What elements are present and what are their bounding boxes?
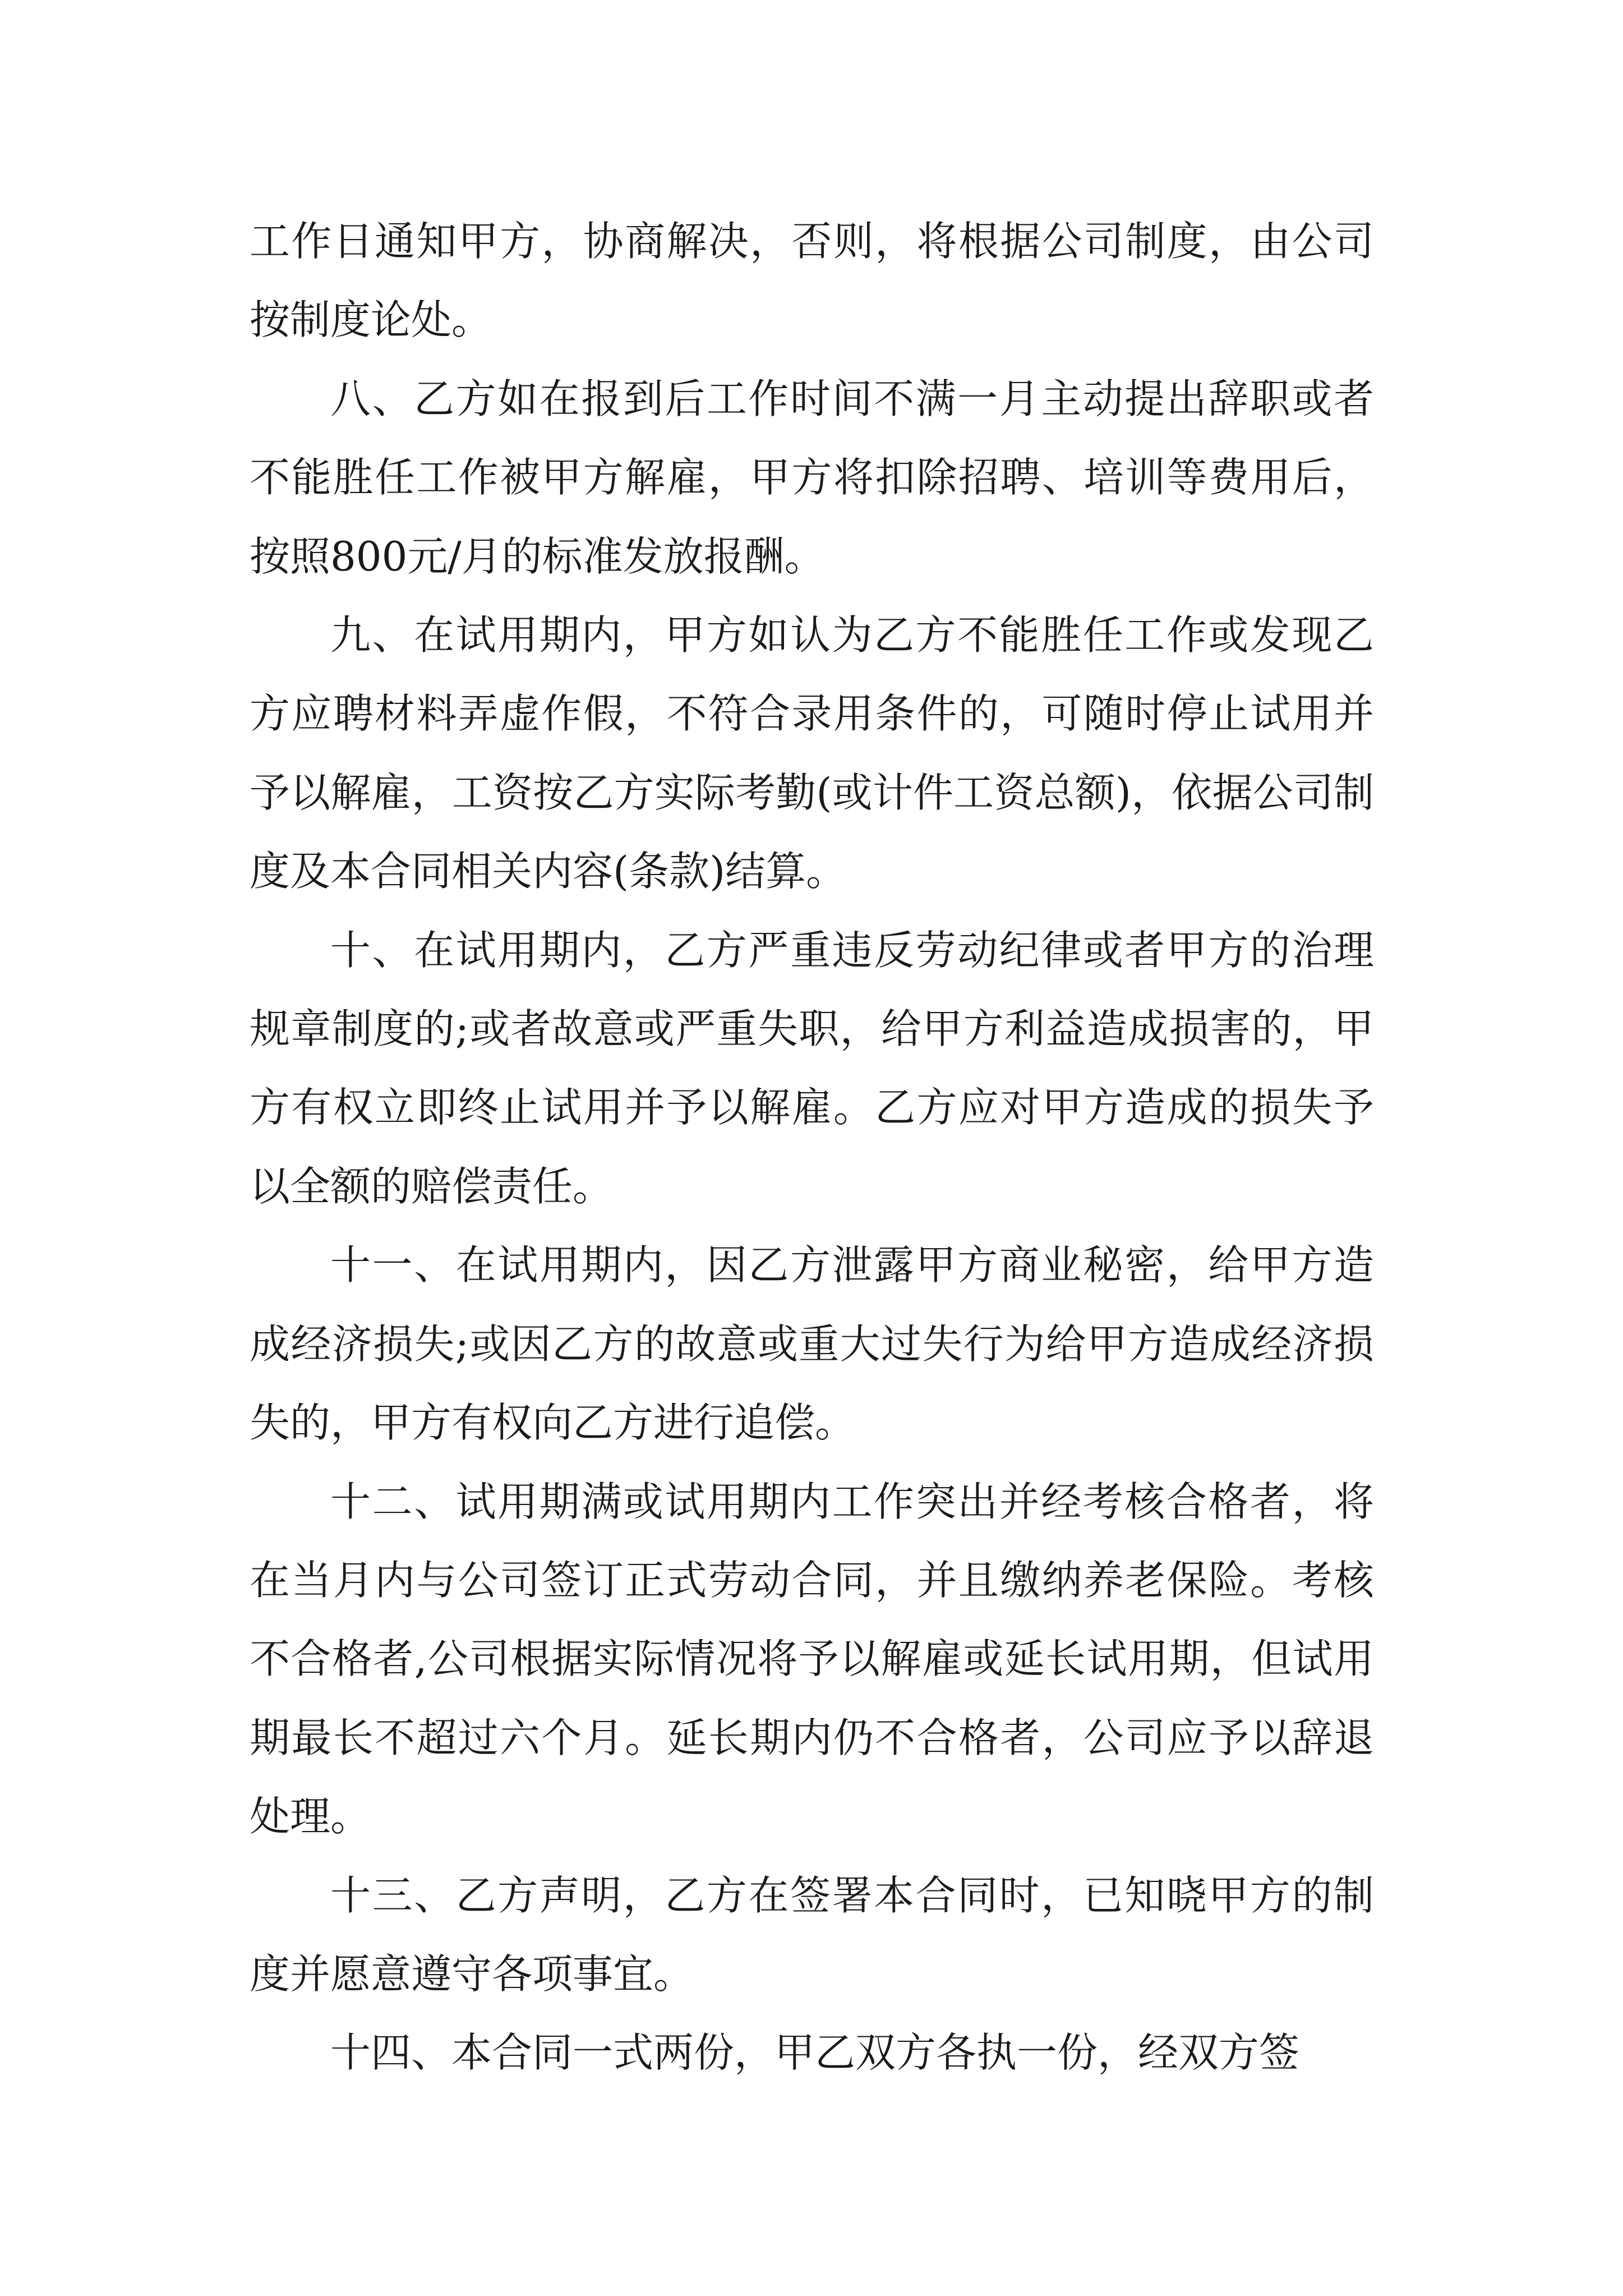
- document-body: [250, 202, 1374, 2092]
- paragraph-clause-9: 九、在试用期内，甲方如认为乙方不能胜任工作或发现乙方应聘材料弄虚作假，不符合录用条件的，可随时停止试用并予以解雇，工资按乙方实际考勤(或计件工资总额)，依据公司制度及本合同相关内容(条款)结算。: [250, 611, 1374, 895]
- paragraph-clause-8: 八、乙方如在报到后工作时间不满一月主动提出辞职或者不能胜任工作被甲方解雇，甲方将扣除招聘、培训等费用后，按照800元/月的标准发放报酬。: [250, 375, 1374, 580]
- paragraph-continuation: 工作日通知甲方，协商解决，否则，将根据公司制度，由公司按制度论处。: [250, 218, 1374, 344]
- paragraph-clause-12: 十二、试用期满或试用期内工作突出并经考核合格者，将在当月内与公司签订正式劳动合同，并且缴纳养老保险。考核不合格者,公司根据实际情况将予以解雇或延长试用期，但试用期最长不超过六个月。延长期内仍不合格者，公司应予以辞退处理。: [250, 1478, 1374, 1841]
- paragraph-clause-14: 十四、本合同一式两份，甲乙双方各执一份，经双方签: [330, 2029, 1300, 2077]
- paragraph-clause-11: 十一、在试用期内，因乙方泄露甲方商业秘密，给甲方造成经济损失;或因乙方的故意或重大过失行为给甲方造成经济损失的，甲方有权向乙方进行追偿。: [250, 1241, 1374, 1447]
- paragraph-clause-13: 十三、乙方声明，乙方在签署本合同时，已知晓甲方的制度并愿意遵守各项事宜。: [250, 1871, 1374, 1998]
- paragraph-clause-10: 十、在试用期内，乙方严重违反劳动纪律或者甲方的治理规章制度的;或者故意或严重失职，给甲方利益造成损害的，甲方有权立即终止试用并予以解雇。乙方应对甲方造成的损失予以全额的赔偿责任。: [250, 926, 1374, 1210]
